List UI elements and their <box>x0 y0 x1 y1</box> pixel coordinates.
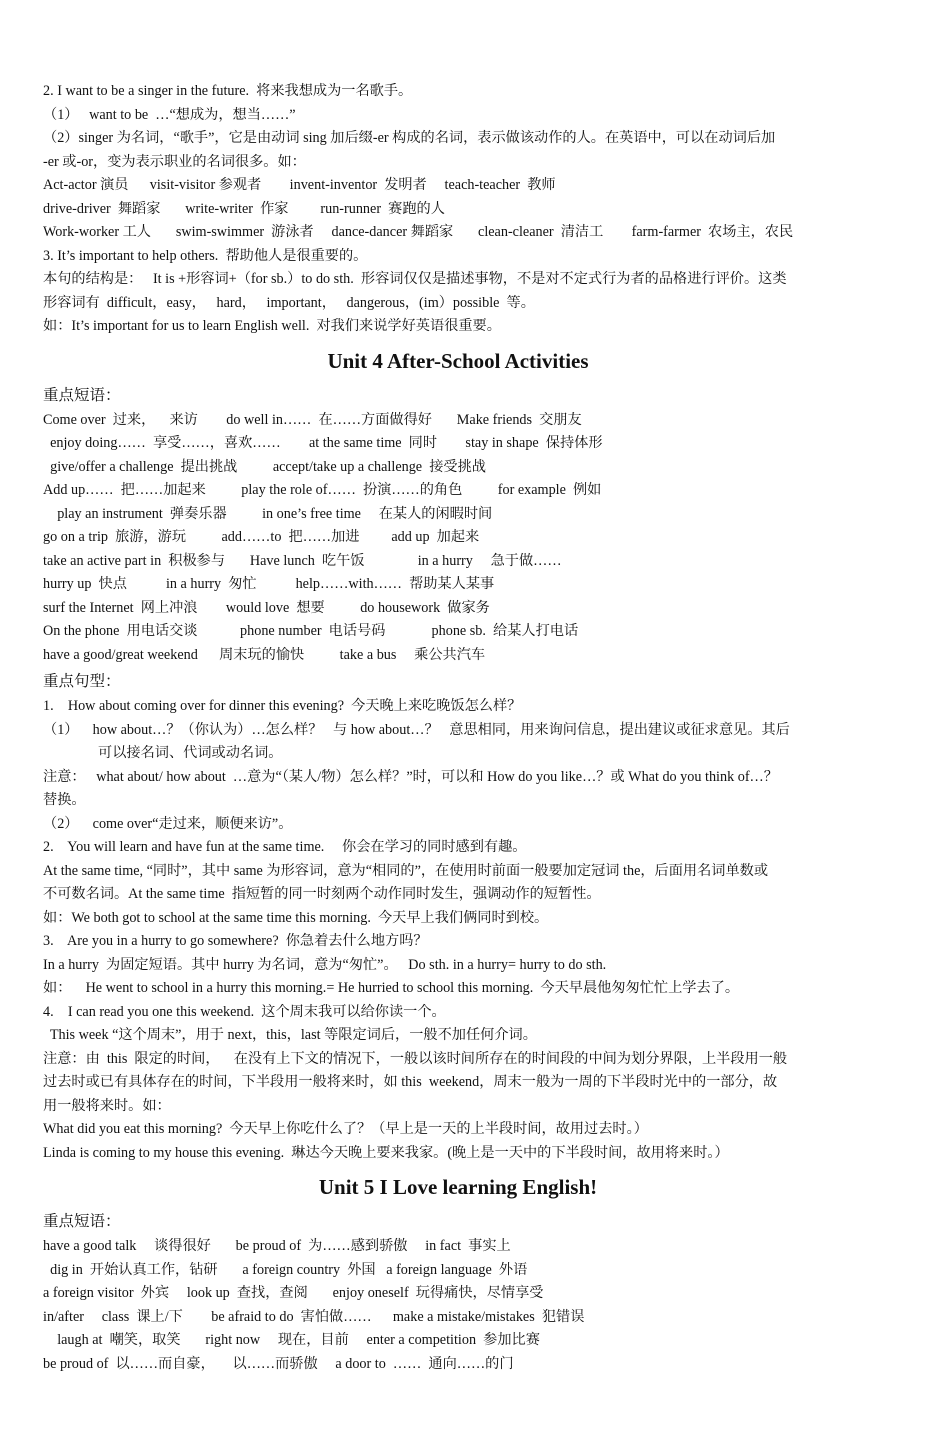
phrase-line: Come over 过来， 来访 do well in…… 在……方面做得好 Make friends 交朋友 <box>43 411 582 428</box>
sentence-line: 替换。 <box>43 792 86 808</box>
sentence-line: At the same time, “同时”，其中 same 为形容词，意为“相同的”，在使用时前面一般要加定冠词 the，后面用名词单数或 <box>43 862 769 879</box>
sentence-line: 注意：由 this 限定的时间， 在没有上下文的情况下，一般以该时间所存在的时间段的中间为划分界限，上半段用一般 <box>43 1050 788 1067</box>
phrase-line: give/offer a challenge 提出挑战 accept/take up a challenge 接受挑战 <box>43 458 486 475</box>
text-line: （1） want to be …“想成为，想当……” <box>43 106 296 123</box>
sentence-line: 如：We both got to school at the same time this morning. 今天早上我们俩同时到校。 <box>43 909 549 926</box>
sentence-line: 不可数名词。At the same time 指短暂的同一时刻两个动作同时发生，强调动作的短暂性。 <box>43 886 601 902</box>
unit5-phrases-heading: 重点短语： <box>43 1213 121 1230</box>
unit4-sentences-heading: 重点句型： <box>43 673 121 690</box>
text-line: -er 或-or，变为表示职业的名词很多。如： <box>43 153 306 170</box>
text-line: 形容词有 difficult，easy， hard， important， dangerous，(im）possible 等。 <box>43 294 535 311</box>
sentence-line: 1. How about coming over for dinner this evening? 今天晚上来吃晚饭怎么样？ <box>43 698 522 714</box>
phrase-line: surf the Internet 网上冲浪 would love 想要 do housework 做家务 <box>43 599 490 616</box>
phrase-line: enjoy doing…… 享受……，喜欢…… at the same time 同时 stay in shape 保持体形 <box>43 435 603 451</box>
sentence-line: This week “这个周末”，用于 next，this，last 等限定词后，一般不加任何介词。 <box>43 1027 537 1043</box>
sentence-line: What did you eat this morning? 今天早上你吃什么了？（早上是一天的上半段时间，故用过去时。） <box>43 1121 648 1137</box>
phrase-line: hurry up 快点 in a hurry 匆忙 help……with…… 帮助某人某事 <box>43 576 495 592</box>
unit4-title: Unit 4 After-School Activities <box>327 348 589 373</box>
unit4-phrases-heading: 重点短语： <box>43 386 121 404</box>
unit5-phrase-list <box>43 1235 873 1376</box>
phrase-line: have a good/great weekend 周末玩的愉快 take a bus 乘公共汽车 <box>43 646 486 663</box>
text-line: 2. I want to be a singer in the future. 将来我想成为一名歌手。 <box>43 83 413 99</box>
sentence-line: 用一般将来时。如： <box>43 1097 171 1114</box>
sentence-line: Linda is coming to my house this evening. 琳达今天晚上要来我家。(晚上是一天中的下半段时间，故用将来时。） <box>43 1144 729 1161</box>
phrase-line: dig in 开始认真工作，钻研 a foreign country 外国 a foreign language 外语 <box>43 1261 528 1278</box>
sentence-line: 如： He went to school in a hurry this morning.= He hurried to school this morning. 今天早晨他匆匆忙忙上学去了。 <box>43 980 740 996</box>
sentence-line: （2） come over“走过来，顺便来访”。 <box>43 815 293 832</box>
sentence-line: 注意： what about/ how about …意为“（某人/物）怎么样？”时，可以和 How do you like…？或 What do you think of…？ <box>43 768 778 785</box>
sentence-line: 4. I can read you one this weekend. 这个周末我可以给你读一个。 <box>43 1003 446 1020</box>
phrase-line: take an active part in 积极参与 Have lunch 吃午饭 in a hurry 急于做…… <box>43 552 562 569</box>
text-line: Work-worker 工人 swim-swimmer 游泳者 dance-dancer 舞蹈家 clean-cleaner 清洁工 farm-farmer 农场主，农民 <box>43 224 794 240</box>
sentence-line: 3. Are you in a hurry to go somewhere? 你急着去什么地方吗？ <box>43 933 428 949</box>
text-line: Act-actor 演员 visit-visitor 参观者 invent-inventor 发明者 teach-teacher 教师 <box>43 177 556 193</box>
document-page <box>43 80 873 1376</box>
unit4-phrase-list <box>43 409 873 668</box>
intro-section <box>43 80 873 339</box>
sentence-line: 可以接名词、代词或动名词。 <box>98 745 283 761</box>
phrase-line: laugh at 嘲笑，取笑 right now 现在，目前 enter a competition 参加比赛 <box>43 1332 540 1348</box>
phrase-line: play an instrument 弹奏乐器 in one’s free time 在某人的闲暇时间 <box>43 505 493 522</box>
sentence-line: 过去时或已有具体存在的时间，下半段用一般将来时，如 this weekend，周末一般为一周的下半段时光中的一部分，故 <box>43 1074 778 1090</box>
phrase-line: Add up…… 把……加起来 play the role of…… 扮演……的角色 for example 例如 <box>43 482 602 498</box>
text-line: 本句的结构是： It is +形容词+（for sb.）to do sth. 形容词仅仅是描述事物，不是对不定式行为者的品格进行评价。这类 <box>43 271 787 287</box>
sentence-line: In a hurry 为固定短语。其中 hurry 为名词，意为“匆忙”。 Do sth. in a hurry= hurry to do sth. <box>43 956 607 973</box>
sentence-line: （1） how about…？（你认为）…怎么样？ 与 how about…？ 意思相同，用来询问信息，提出建议或征求意见。其后 <box>43 721 790 738</box>
text-line: 如：It’s important for us to learn English well. 对我们来说学好英语很重要。 <box>43 318 501 334</box>
unit4-sentence-list <box>43 695 873 1165</box>
phrase-line: a foreign visitor 外宾 look up 查找，查阅 enjoy oneself 玩得痛快，尽情享受 <box>43 1285 544 1301</box>
text-line: 3. It’s important to help others. 帮助他人是很重要的。 <box>43 247 368 264</box>
text-line: （2）singer 为名词，“歌手”，它是由动词 sing 加后缀-er 构成的名词，表示做该动作的人。在英语中，可以在动词后加 <box>43 130 776 146</box>
phrase-line: have a good talk 谈得很好 be proud of 为……感到骄傲 in fact 事实上 <box>43 1238 511 1254</box>
text-line: drive-driver 舞蹈家 write-writer 作家 run-runner 赛跑的人 <box>43 200 445 217</box>
phrase-line: go on a trip 旅游，游玩 add……to 把……加进 add up 加起来 <box>43 529 480 545</box>
unit5-title: Unit 5 I Love learning English! <box>318 1175 598 1199</box>
phrase-line: in/after class 课上/下 be afraid to do 害怕做…… make a mistake/mistakes 犯错误 <box>43 1308 585 1325</box>
phrase-line: be proud of 以……而自豪， 以……而骄傲 a door to …… 通向……的门 <box>43 1355 514 1372</box>
phrase-line: On the phone 用电话交谈 phone number 电话号码 phone sb. 给某人打电话 <box>43 623 579 639</box>
sentence-line: 2. You will learn and have fun at the same time. 你会在学习的同时感到有趣。 <box>43 839 527 855</box>
